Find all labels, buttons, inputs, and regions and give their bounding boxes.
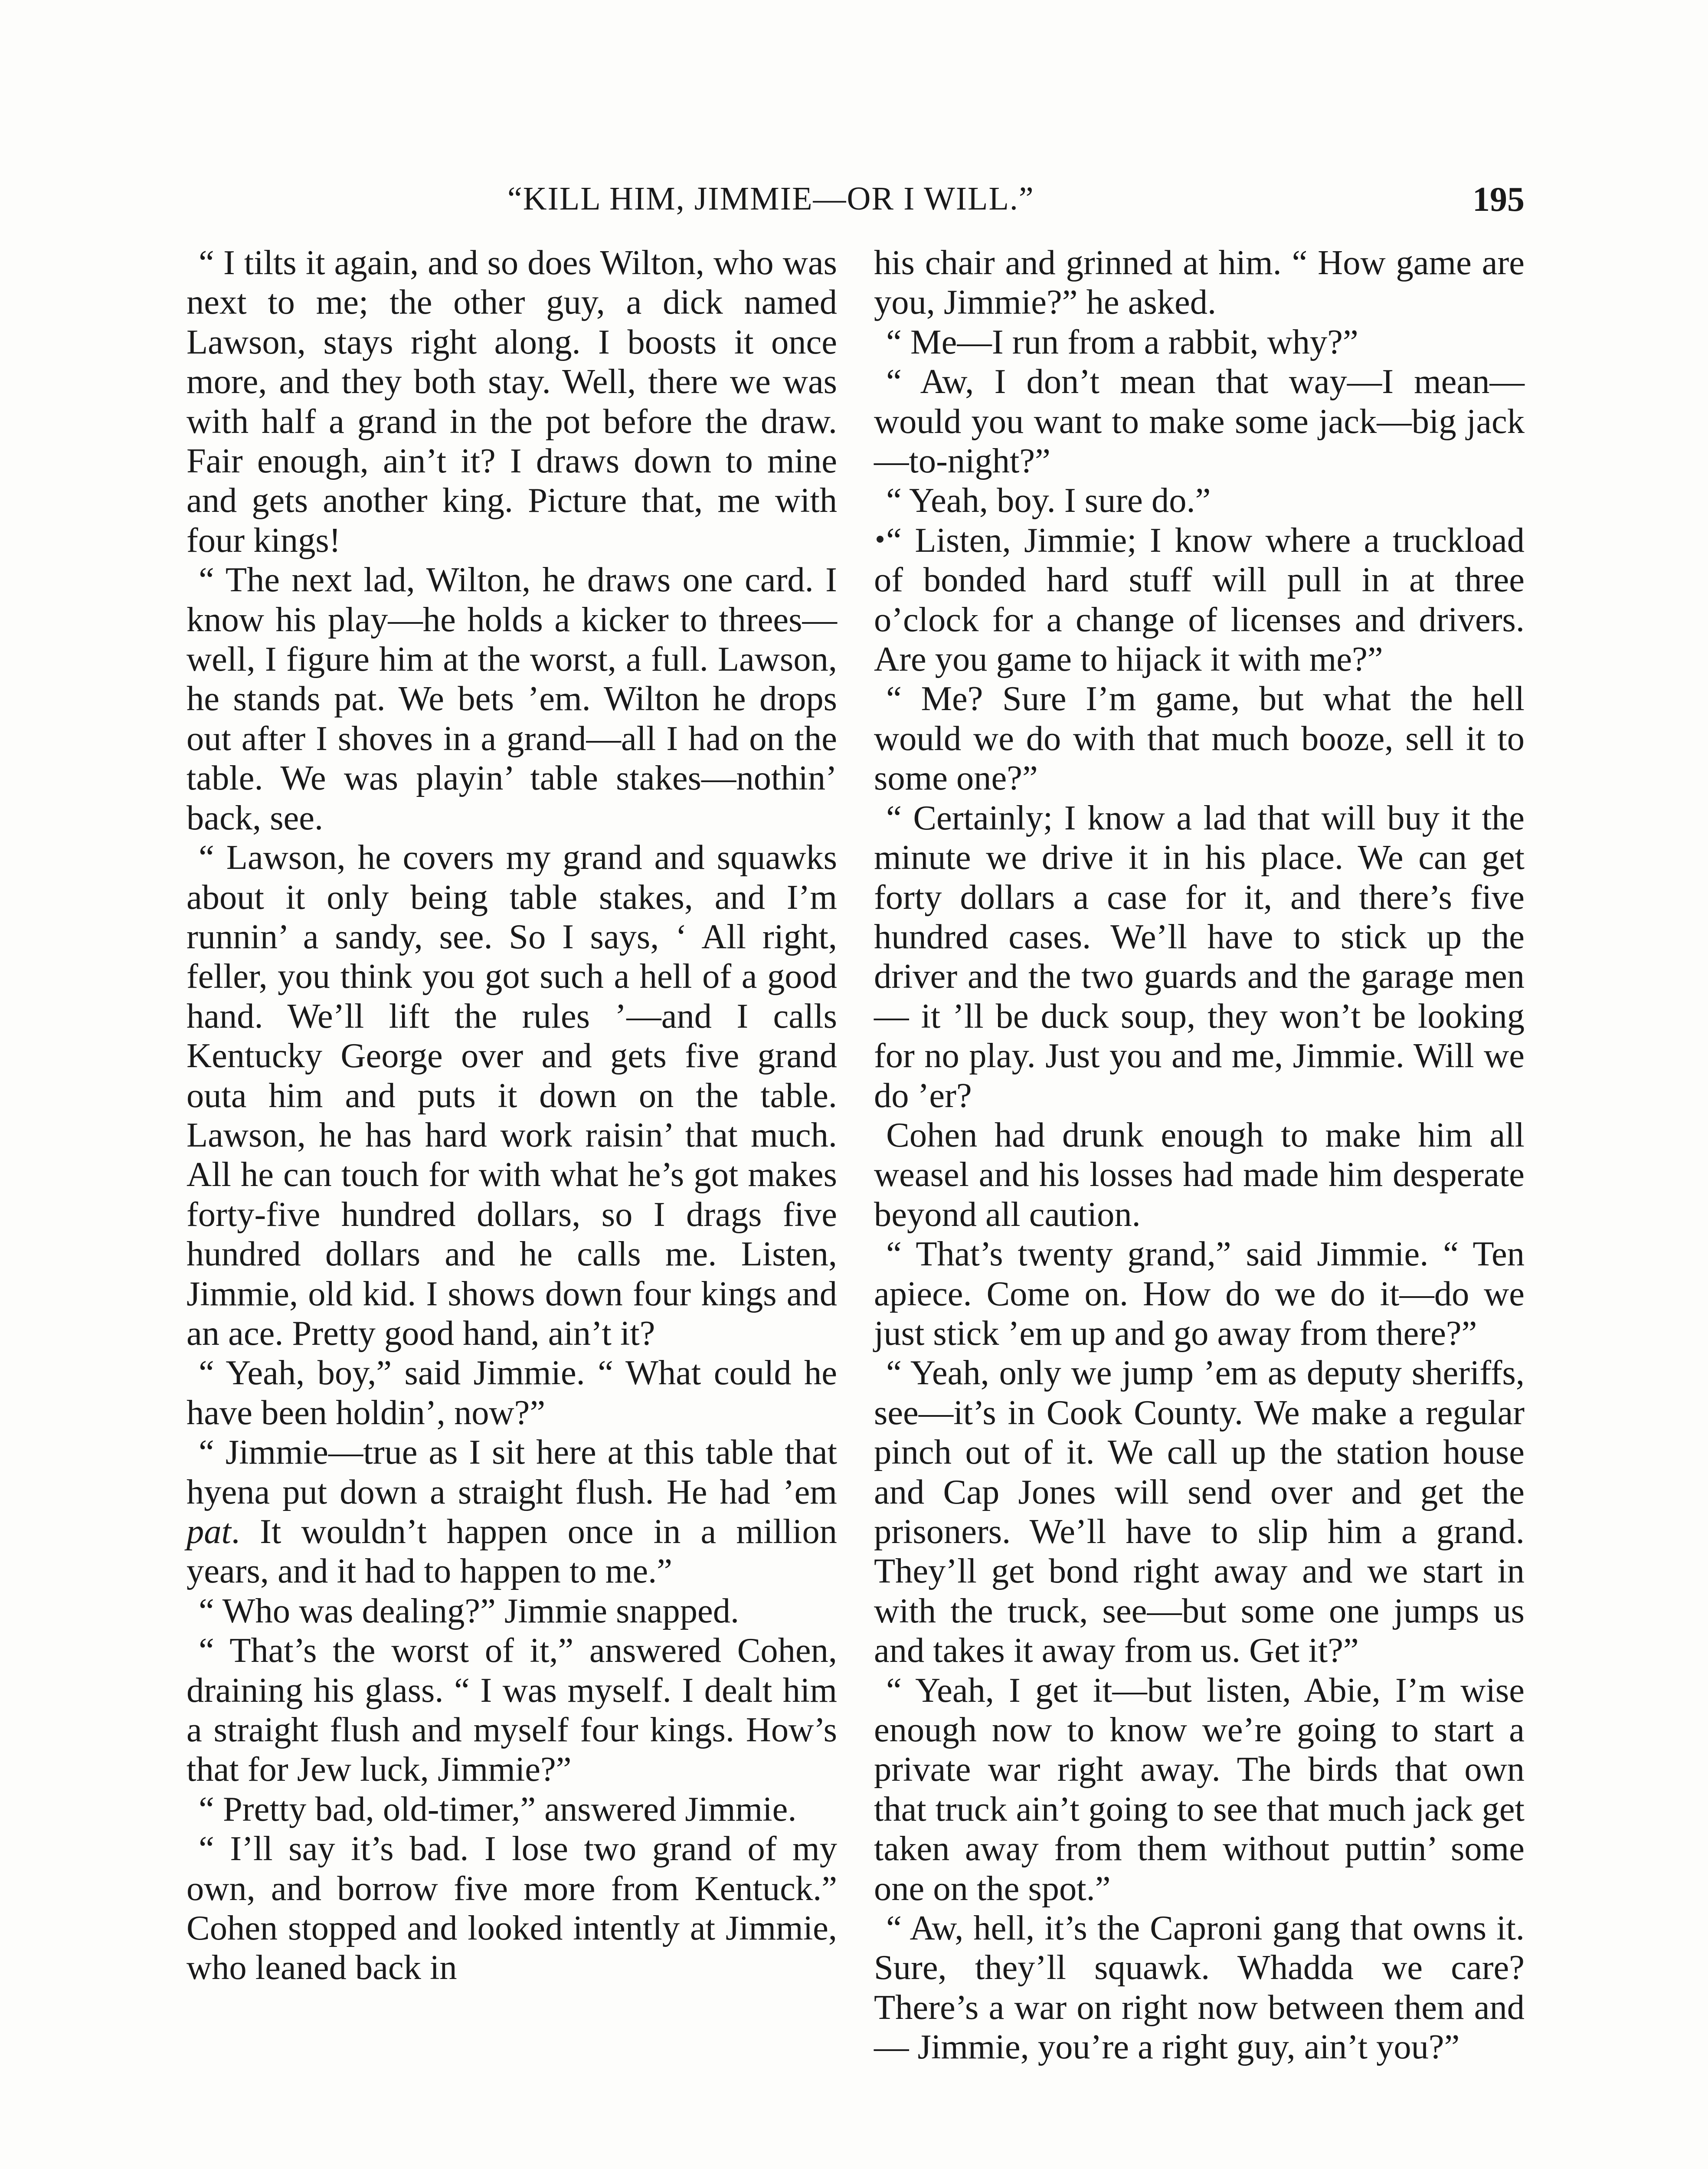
paragraph: “ Yeah, boy,” said Jimmie. “ What could he have been holdin’, now?” [187,1353,837,1432]
text-run: “ Jimmie—true as I sit here at this table that hyena put down a straight flush. He had ’em [187,1433,837,1511]
paragraph: “ The next lad, Wilton, he draws one card. I know his play—he holds a kicker to threes—well, I figure him at the worst, a full. Lawson, he stands pat. We bets ’em. Wilton he drops out after I shoves in a grand—all I had on the table. We was playin’ table stakes—nothin’ back, see. [187,560,837,837]
paragraph: “ Yeah, only we jump ’em as deputy sheriffs, see—it’s in Cook County. We make a regular pinch out of it. We call up the station house and Cap Jones will send over and get the prisoners. We’ll have to slip him a grand. They’ll get bond right away and we start in with the truck, see—but some one jumps us and takes it away from us. Get it?” [874,1353,1525,1670]
paragraph: Cohen had drunk enough to make him all weasel and his losses had made him desperate beyond all caution. [874,1115,1525,1234]
paragraph: “ Aw, hell, it’s the Caproni gang that owns it. Sure, they’ll squawk. Whadda we care? There’s a war on right now between them and— Jimmie, you’re a right guy, ain’t you?” [874,1909,1525,2067]
paragraph: “ Aw, I don’t mean that way—I mean—would you want to make some jack—big jack—to-night?” [874,362,1525,481]
left-column [187,243,837,1988]
paragraph [187,1432,837,1591]
italic-word: pat [187,1512,231,1551]
paragraph: “ Me? Sure I’m game, but what the hell would we do with that much booze, sell it to some one?” [874,679,1525,798]
paragraph: “ Yeah, boy. I sure do.” [886,481,1211,520]
paragraph: “ I’ll say it’s bad. I lose two grand of my own, and borrow five more from Kentuck.” Cohen stopped and looked intently at Jimmie, who leaned back in [187,1829,837,1987]
running-header [187,180,1525,228]
paragraph: “ Me—I run from a rabbit, why?” [886,322,1358,361]
paragraph: “ Lawson, he covers my grand and squawks about it only being table stakes, and I’m runnin’ a sandy, see. So I says, ‘ All right, feller, you think you got such a hell of a good hand. We’ll lift the rules ’—and I calls Kentucky George over and gets five grand outa him and puts it down on the table. Lawson, he has hard work raisin’ that much. All he can touch for with what he’s got makes forty-five hundred dollars, so I drags five hundred dollars and he calls me. Listen, Jimmie, old kid. I shows down four kings and an ace. Pretty good hand, ain’t it? [187,838,837,1353]
right-column [874,243,1525,2067]
paragraph: “ I tilts it again, and so does Wilton, who was next to me; the other guy, a dick named Lawson, stays right along. I boosts it once more, and they both stay. Well, there we was with half a grand in the pot before the draw. Fair enough, ain’t it? I draws down to mine and gets another king. Picture that, me with four kings! [187,243,837,560]
paragraph: “ Listen, Jimmie; I know where a truckload of bonded hard stuff will pull in at three o’clock for a change of licenses and drivers. Are you game to hijack it with me?” [874,521,1525,679]
paragraph: “ Yeah, I get it—but listen, Abie, I’m wise enough now to know we’re going to start a private war right away. The birds that own that truck ain’t going to see that much jack get taken away from them without puttin’ some one on the spot.” [874,1671,1525,1908]
text-run: . It wouldn’t happen once in a million years, and it had to happen to me.” [187,1512,837,1591]
paragraph: his chair and grinned at him. “ How game are you, Jimmie?” he asked. [874,243,1525,322]
paragraph: “ That’s twenty grand,” said Jimmie. “ Ten apiece. Come on. How do we do it—do we just stick ’em up and go away from there?” [874,1235,1525,1353]
paragraph: “ Pretty bad, old-timer,” answered Jimmie. [199,1789,797,1828]
chapter-title: “KILL HIM, JIMMIE—OR I WILL.” [507,180,1034,217]
paragraph: “ Certainly; I know a lad that will buy it the minute we drive it in his place. We can get forty dollars a case for it, and there’s five hundred cases. We’ll have to stick up the driver and the two guards and the garage men— it ’ll be duck soup, they won’t be looking for no play. Just you and me, Jimmie. Will we do ’er? [874,798,1525,1115]
page-number: 195 [1472,180,1525,219]
paragraph: “ That’s the worst of it,” answered Cohen, draining his glass. “ I was myself. I dealt him a straight flush and myself four kings. How’s that for Jew luck, Jimmie?” [187,1631,837,1789]
ink-spot [877,536,883,543]
paragraph: “ Who was dealing?” Jimmie snapped. [199,1591,739,1630]
